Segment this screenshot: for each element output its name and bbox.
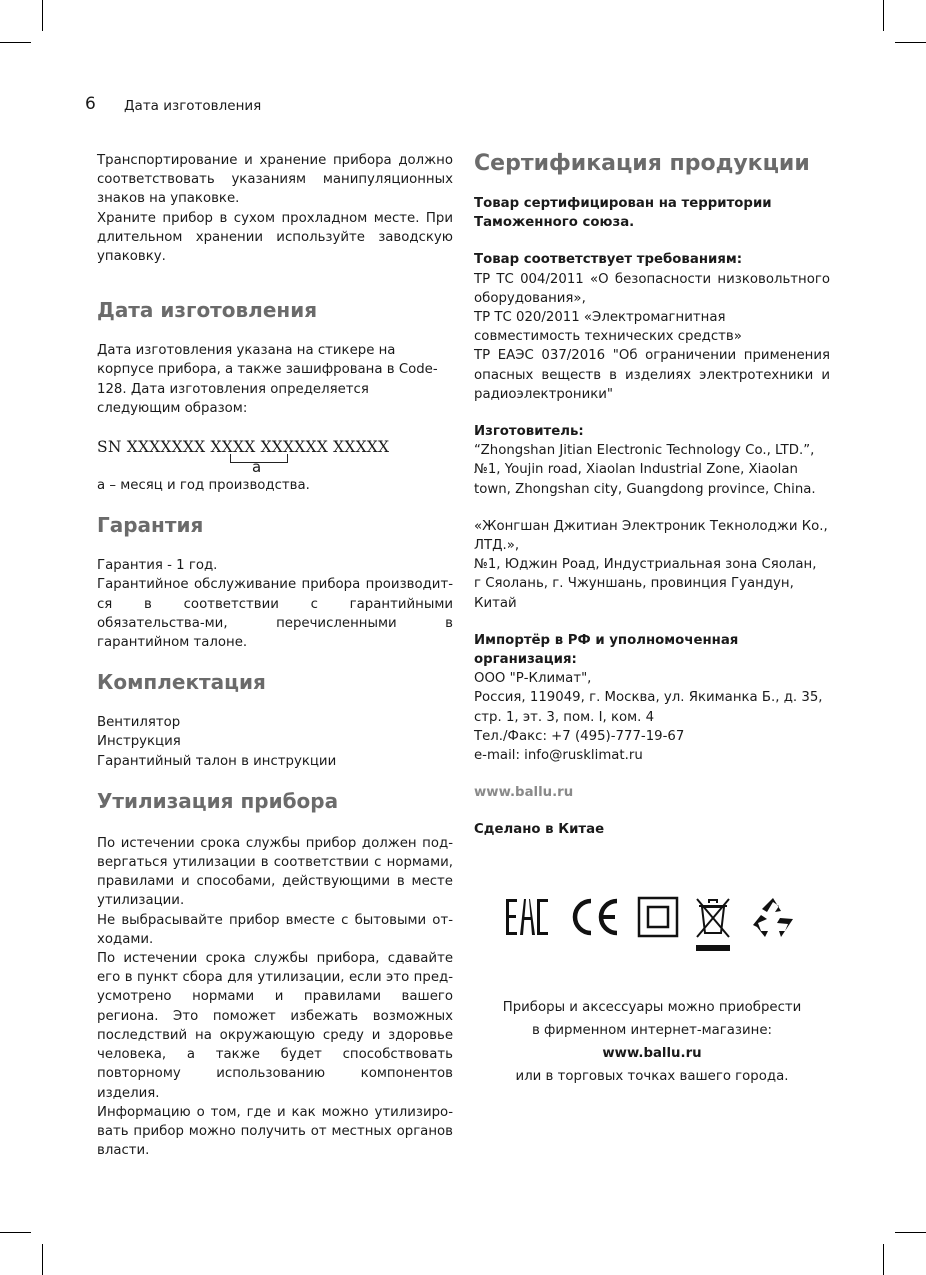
disposal-paragraph: Не выбрасывайте прибор вместе с бытовыми от-ходами. bbox=[97, 912, 453, 947]
manufacturer-line: “Zhongshan Jitian Electronic Technology Co., LTD.”, bbox=[474, 443, 815, 459]
date-paragraph: Дата изготовления указана на стикере на корпусе прибора, а также зашифрована в Code-128. Дата изготовления определяется следующим образом: bbox=[97, 343, 438, 416]
requirement-item: ТР ТС 020/2011 «Электромагнитная совместимость технических средств» bbox=[474, 310, 742, 345]
importer-title: Импортёр в РФ и уполномоченная организация: bbox=[474, 632, 739, 668]
requirement-item: ТР ТС 004/2011 «О безопасности низковольтного оборудования», bbox=[474, 271, 830, 306]
crop-mark bbox=[883, 0, 884, 31]
certification-marks bbox=[505, 895, 805, 955]
manufacturer-line: №1, Youjin road, Xiaolan Industrial Zone, Xiaolan bbox=[474, 462, 798, 478]
sn-suffix: XXXXXX XXXXX bbox=[255, 438, 390, 457]
importer-line: стр. 1, эт. 3, пом. I, ком. 4 bbox=[474, 709, 655, 725]
manufacturer-title: Изготовитель: bbox=[474, 424, 584, 440]
shop-line: или в торговых точках вашего города. bbox=[515, 1069, 789, 1084]
eac-mark-icon bbox=[505, 895, 549, 939]
ce-mark-icon bbox=[565, 895, 623, 939]
intro-paragraph: Транспортирование и хранение прибора должно соответствовать указаниям манипуляционных знаков на упаковке. bbox=[97, 153, 453, 207]
crop-mark bbox=[42, 0, 43, 31]
section-heading-warranty: Гарантия bbox=[97, 513, 204, 538]
shop-url[interactable]: www.ballu.ru bbox=[602, 1046, 702, 1061]
kit-item: Инструкция bbox=[97, 734, 181, 750]
crop-mark bbox=[895, 42, 926, 43]
requirement-item: ТР ЕАЭС 037/2016 "Об ограничении применения опасных веществ в изделиях электротехники и радиоэлектроники" bbox=[474, 348, 830, 402]
shop-line: Приборы и аксессуары можно приобрести bbox=[502, 1000, 802, 1015]
right-column bbox=[474, 151, 830, 840]
kit-item: Гарантийный талон в инструкции bbox=[97, 753, 337, 769]
website-link[interactable]: www.ballu.ru bbox=[474, 785, 574, 801]
intro-paragraph: Храните прибор в сухом прохладном месте. При длительном хранении используйте заводскую упаковку. bbox=[97, 210, 453, 265]
disposal-paragraph: По истечении срока службы прибор должен под-вергаться утилизации в соответствии с нормами, правилами и способами, действующими в месте утилизации. bbox=[97, 835, 453, 909]
section-heading-disposal: Утилизация прибора bbox=[97, 788, 339, 813]
made-in-label: Сделано в Китае bbox=[474, 822, 605, 838]
left-column bbox=[97, 151, 453, 1160]
importer-line: ООО "Р-Климат", bbox=[474, 671, 592, 687]
kit-item: Вентилятор bbox=[97, 715, 181, 731]
running-header: Дата изготовления bbox=[124, 98, 262, 114]
shop-notice bbox=[474, 996, 830, 1088]
importer-line: Тел./Факс: +7 (495)-777-19-67 bbox=[474, 728, 685, 744]
manufacturer-line: town, Zhongshan city, Guangdong province, China. bbox=[474, 481, 816, 497]
manufacturer-ru-line: г Сяолань, г. Чжуншань, провинция Гуандун, Китай bbox=[474, 576, 794, 611]
importer-line: Россия, 119049, г. Москва, ул. Якиманка Б., д. 35, bbox=[474, 690, 823, 706]
crop-mark bbox=[42, 1244, 43, 1275]
sn-prefix: SN XXXXXXX bbox=[97, 438, 211, 457]
disposal-paragraph: Информацию о том, где и как можно утилизиро-вать прибор можно получить от местных органов власти. bbox=[97, 1104, 453, 1159]
crop-mark bbox=[895, 1232, 926, 1233]
section-heading-date: Дата изготовления bbox=[97, 298, 318, 323]
crop-mark bbox=[0, 42, 31, 43]
disposal-paragraph: По истечении срока службы прибора, сдавайте его в пункт сбора для утилизации, если это пред-усмотрено нормами и правилами вашего региона. Это поможет избежать возможных последствий на окружающую среду и здоровье человека, а также будет способствовать повторному использованию компонентов изделия. bbox=[97, 951, 453, 1101]
sn-marker: а bbox=[252, 458, 262, 477]
manufacturer-ru-line: «Жонгшан Джитиан Электроник Текнолоджи Ко., bbox=[474, 518, 828, 534]
warranty-line: Гарантия - 1 год. bbox=[97, 558, 218, 574]
section-heading-certification: Сертификация продукции bbox=[474, 151, 810, 176]
sn-code: XXXX bbox=[210, 438, 256, 457]
certified-statement: Товар сертифицирован на территории Таможенного союза. bbox=[474, 196, 772, 231]
page-number: 6 bbox=[85, 94, 96, 114]
crop-mark bbox=[883, 1244, 884, 1275]
manufacturer-ru-line: ЛТД.», bbox=[474, 538, 520, 554]
weee-bin-icon bbox=[693, 895, 733, 955]
crop-mark bbox=[0, 1232, 31, 1233]
warranty-line: Гарантийное обслуживание прибора производит-ся в соответствии с гарантийными обязательства-ми, перечисленными в гарантийном талоне. bbox=[97, 577, 453, 651]
importer-email: e-mail: info@rusklimat.ru bbox=[474, 748, 643, 764]
recycle-icon bbox=[751, 895, 795, 939]
double-insulation-icon bbox=[636, 895, 680, 939]
requirements-title: Товар соответствует требованиям: bbox=[474, 252, 743, 268]
sn-legend: а – месяц и год производства. bbox=[97, 478, 310, 494]
manufacturer-ru-line: №1, Юджин Роад, Индустриальная зона Сяолан, bbox=[474, 557, 817, 573]
section-heading-kit: Комплектация bbox=[97, 670, 266, 695]
serial-number-format bbox=[97, 438, 453, 477]
shop-line: в фирменном интернет-магазине: bbox=[531, 1023, 772, 1038]
